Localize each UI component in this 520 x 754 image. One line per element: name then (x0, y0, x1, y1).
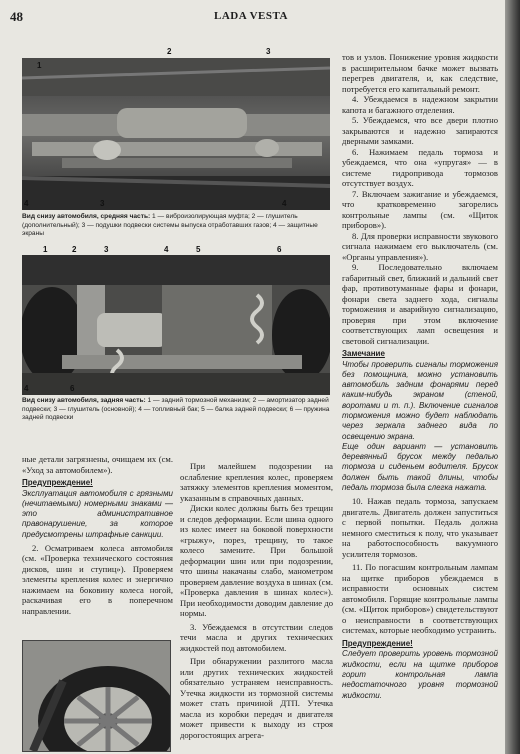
callout-4: 4 (282, 199, 287, 208)
paragraph: 7. Включаем зажигание и убеждаемся, что кратковременно загорелись контрольные лампы (см. «Щиток приборов»). (342, 188, 498, 230)
paragraph: ные детали загрязнены, очищаем их (см. «Уход за автомобилем»). (22, 454, 173, 475)
warning-heading: Предупреждение! (22, 478, 93, 487)
caption-title: Вид снизу автомобиля, задняя часть: (22, 397, 146, 404)
warning-text: Следует проверить уровень тормозной жидкости, если на щитке приборов горит контрольная лампа недостаточного уровня тормозной жидкости. (342, 649, 498, 700)
left-column (22, 454, 173, 616)
underbody-middle-photo (22, 58, 330, 210)
running-head: LADA VESTA (214, 10, 288, 22)
callout-6: 6 (70, 384, 75, 393)
paragraph: 6. Нажимаем педаль тормоза и убеждаемся, что она «упругая» — в системе гидропривода тормозов отсутствует воздух. (342, 146, 498, 188)
paragraph: 10. Нажав педаль тормоза, запускаем двигатель. Двигатель должен запуститься с первой попытки. Педаль должна немного сместиться к полу, что указывает на работоспособность вакуумного усилителя тормозов. (342, 496, 498, 559)
callout-4: 4 (24, 199, 29, 208)
note-text: Еще один вариант — установить деревянный брусок между педалью тормоза и сиденьем водителя. Брусок должен быть такой длины, чтобы педаль тормоза была слегка нажата. (342, 441, 498, 493)
middle-column (180, 461, 333, 740)
paragraph: Диски колес должны быть без трещин и следов деформации. Если шина одного из колес имеет на боковой поверхности «грыжу», порез, трещину, то такое колесо замените. При большой деформации шин или при подозрении, что шины накачаны слабо, манометром проверяем давление воздуха в шинах (см. «Проверка давления в шинах колес»). При необходимости доводим давление до нормы. (180, 503, 333, 618)
paragraph: 4. Убеждаемся в надежном закрытии капота и багажного отделения. (342, 94, 498, 115)
callout-2: 2 (72, 245, 77, 254)
callout-1: 1 (37, 61, 42, 70)
warning-heading: Предупреждение! (342, 638, 413, 648)
wheel-photo (22, 640, 171, 752)
underbody-rear-photo (22, 255, 330, 395)
paragraph: 9. Последовательно включаем габаритный свет, ближний и дальний свет фар, противотуманные фары и фонари, фонари света заднего хода, сигналы торможения и аварийную сигнализацию, проверяя при этом включение соответствующих ламп освещения и световой сигнализации. (342, 262, 498, 346)
page-number: 48 (10, 9, 23, 24)
paragraph: 11. По погасшим контрольным лампам на щитке приборов убеждаемся в исправности основных систем автомобиля. Горящие контрольные лампы (см. «Щиток приборов») свидетельствуют о неисправности в соответствующих системах, которые необходимо устранить. (342, 562, 498, 636)
paragraph: При малейшем подозрении на ослабление крепления колес, проверяем затяжку элементов крепления моментом, указанным в справочных данных. (180, 461, 333, 503)
callout-5: 5 (196, 245, 201, 254)
callout-3: 3 (266, 47, 271, 56)
paragraph: тов и узлов. Понижение уровня жидкости в расширительном бачке может вызвать перегрев двигателя, и, как следствие, потребуется его капитальный ремонт. (342, 52, 498, 94)
caption-top (22, 213, 340, 239)
paragraph: 3. Убеждаемся в отсутствии следов течи масла и других технических жидкостей под автомобилем. (180, 621, 333, 653)
paragraph: 5. Убеждаемся, что все двери плотно закрываются и надежно запираются дверными замками. (342, 115, 498, 146)
paragraph: При обнаружении разлитого масла или других технических жидкостей обязательно устраняем неисправность. Утечка жидкости из тормозной системы может стать причиной ДТП. Утечка масла из коробки передач и двигателя может привести к выходу из строя дорогостоящих агрега- (180, 656, 333, 740)
callout-4: 4 (164, 245, 169, 254)
callout-4: 4 (24, 384, 29, 393)
right-column (342, 52, 498, 701)
paragraph: 8. Для проверки исправности звукового сигнала нажимаем его выключатель (см. «Органы управления»). (342, 230, 498, 262)
caption-bottom (22, 397, 340, 423)
page-edge (505, 0, 520, 754)
note-text: Чтобы проверить сигналы торможения без помощника, можно установить автомобиль задним фонарями перед каким-нибудь экраном (стеной, воротами и т. п.). Включение сигналов торможения можно будет наблюдать через зеркала заднего вида по освещению экрана. (342, 359, 498, 441)
callout-2: 2 (167, 47, 172, 56)
paragraph: 2. Осматриваем колеса автомобиля (см. «Проверка технического состояния дисков, шин и ступиц»). Проверяем элементы крепления колес и энергично нажимаем на боковину колеса ногой, раскачивая его в поперечном направлении. (22, 542, 173, 616)
caption-text: 1 — задний тормозной механизм; 2 — амортизатор задней подвески; 3 — глушитель (основной); 4 — топливный бак; 5 — балка задней подвески; 6 — пружина задней подвески (22, 397, 330, 422)
callout-6: 6 (277, 245, 282, 254)
warning-text: Эксплуатация автомобиля с грязными (нечитаемыми) номерными знаками — это административное правонарушение, за которое предусмотрены штрафные санкции. (22, 488, 173, 539)
callout-3: 3 (100, 199, 105, 208)
caption-text: 1 — виброизолирующая муфта; 2 — глушитель (дополнительный); 3 — подушки подвески системы выпуска отработавших газов; 4 — защитные экраны (22, 213, 318, 238)
callout-1: 1 (43, 245, 48, 254)
caption-title: Вид снизу автомобиля, средняя часть: (22, 213, 151, 220)
note-heading: Замечание (342, 349, 385, 358)
callout-3: 3 (104, 245, 109, 254)
